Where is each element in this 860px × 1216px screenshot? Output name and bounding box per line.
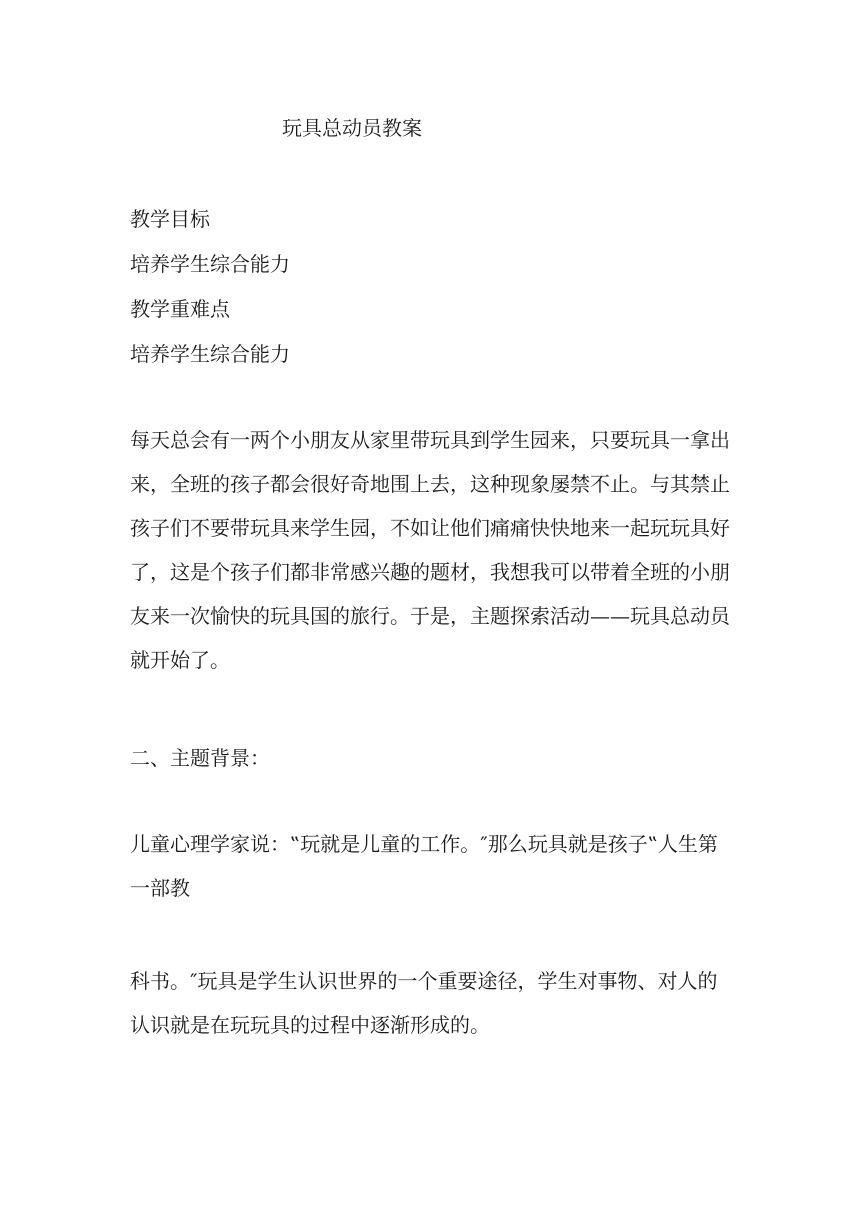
- document-title: 玩具总动员教案: [282, 116, 422, 140]
- objectives-heading: 教学目标: [130, 207, 210, 231]
- keypoints-text: 培养学生综合能力: [130, 342, 290, 366]
- paragraph-line: 科书。″玩具是学生认识世界的一个重要途径，学生对事物、对人的: [130, 969, 718, 993]
- intro-paragraph: [130, 418, 740, 682]
- keypoints-heading: 教学重难点: [130, 297, 230, 321]
- paragraph-line: 孩子们不要带玩具来学生园，不如让他们痛痛快快地来一起玩玩具好: [130, 516, 730, 540]
- paragraph-line: 友来一次愉快的玩具国的旅行。于是，主题探索活动——玩具总动员: [130, 604, 730, 628]
- quote-paragraph: [130, 822, 740, 910]
- paragraph-line: 认识就是在玩玩具的过程中逐渐形成的。: [130, 1013, 490, 1037]
- paragraph-line: 儿童心理学家说：‟玩就是儿童的工作。″那么玩具就是孩子‟人生第: [130, 832, 718, 856]
- paragraph-line: 来，全班的孩子都会很好奇地围上去，这种现象屡禁不止。与其禁止: [130, 472, 730, 496]
- section2-heading: 二、主题背景：: [130, 746, 270, 770]
- objectives-text: 培养学生综合能力: [130, 252, 290, 276]
- paragraph-line: 就开始了。: [130, 648, 230, 672]
- paragraph-line: 每天总会有一两个小朋友从家里带玩具到学生园来，只要玩具一拿出: [130, 428, 730, 452]
- continuation-paragraph: [130, 959, 740, 1047]
- paragraph-line: 一部教: [130, 876, 190, 900]
- paragraph-line: 了，这是个孩子们都非常感兴趣的题材，我想我可以带着全班的小朋: [130, 560, 730, 584]
